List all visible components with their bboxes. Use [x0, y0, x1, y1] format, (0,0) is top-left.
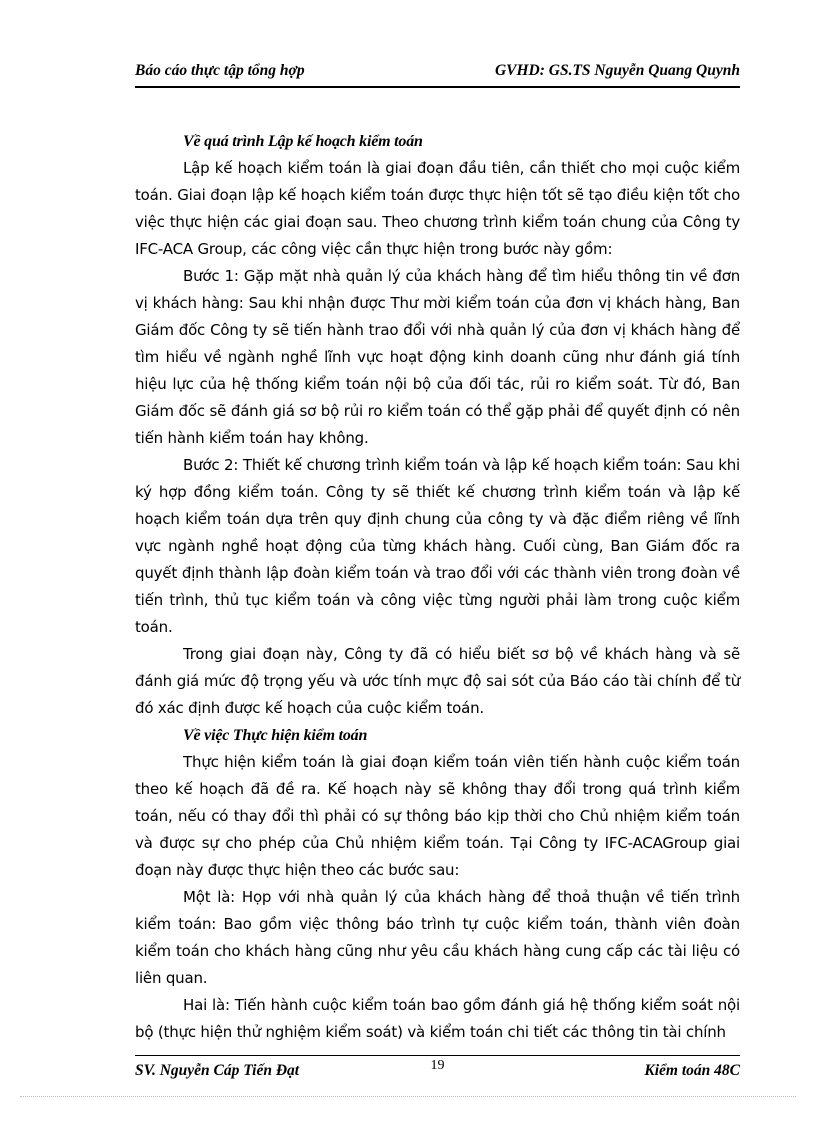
paragraph: Thực hiện kiểm toán là giai đoạn kiểm toán viên tiến hành cuộc kiểm toán theo kế hoạch đã đề ra. Kế hoạch này sẽ không thay đổi trong quá trình kiểm toán, nếu có thay đổi thì phải có sự thông báo kịp thời cho Chủ nhiệm kiểm toán và được sự cho phép của Chủ nhiệm kiểm toán. Tại Công ty IFC-ACAGroup giai đoạn này được thực hiện theo các bước sau:	[135, 753, 740, 879]
paragraph: Trong giai đoạn này, Công ty đã có hiểu biết sơ bộ về khách hàng và sẽ đánh giá mức độ trọng yếu và ước tính mực độ sai sót của Báo cáo tài chính để từ đó xác định được kế hoạch của cuộc kiểm toán.	[135, 645, 740, 717]
footer-class: Kiểm toán 48C	[644, 1062, 740, 1079]
paragraph: Bước 2: Thiết kế chương trình kiểm toán và lập kế hoạch kiểm toán: Sau khi ký hợp đồng kiểm toán. Công ty sẽ thiết kế chương trình kiểm toán và lập kế hoạch kiểm toán dựa trên quy định chung của công ty và đặc điểm riêng về lĩnh vực ngành nghề hoạt động của từng khách hàng. Cuối cùng, Ban Giám đốc ra quyết định thành lập đoàn kiểm toán và trao đổi với các thành viên trong đoàn về tiến trình, thủ tục kiểm toán và công việc từng người phải làm trong cuộc kiểm toán.	[135, 456, 740, 636]
page-header	[135, 62, 740, 88]
header-report-title: Báo cáo thực tập tổng hợp	[135, 62, 305, 79]
footer-student-name: SV. Nguyễn Cáp Tiến Đạt	[135, 1062, 300, 1079]
document-body	[135, 128, 740, 1046]
paragraph: Hai là: Tiến hành cuộc kiểm toán bao gồm đánh giá hệ thống kiểm soát nội bộ (thực hiện thử nghiệm kiểm soát) và kiểm toán chi tiết các thông tin tài chính	[135, 996, 740, 1041]
paragraph: Bước 1: Gặp mặt nhà quản lý của khách hàng để tìm hiểu thông tin về đơn vị khách hàng: Sau khi nhận được Thư mời kiểm toán của đơn vị khách hàng, Ban Giám đốc Công ty sẽ tiến hành trao đổi với nhà quản lý của đơn vị khách hàng để tìm hiểu về ngành nghề lĩnh vực hoạt động kinh doanh cũng như đánh giá tính hiệu lực của hệ thống kiểm toán nội bộ của đối tác, rủi ro kiểm soát. Từ đó, Ban Giám đốc sẽ đánh giá sơ bộ rủi ro kiểm toán có thể gặp phải để quyết định có nên tiến hành kiểm toán hay không.	[135, 267, 740, 447]
page-number: 19	[430, 1058, 445, 1073]
section-heading-execution: Về việc Thực hiện kiểm toán	[183, 727, 368, 744]
section-heading-planning: Về quá trình Lập kế hoạch kiểm toán	[183, 133, 423, 150]
paragraph: Một là: Họp với nhà quản lý của khách hàng để thoả thuận về tiến trình kiểm toán: Bao gồm việc thông báo trình tự cuộc kiểm toán, thành viên đoàn kiểm toán cho khách hàng cũng như yêu cầu khách hàng cung cấp các tài liệu có liên quan.	[135, 888, 740, 987]
page-footer	[135, 1055, 740, 1086]
paragraph: Lập kế hoạch kiểm toán là giai đoạn đầu tiên, cần thiết cho mọi cuộc kiểm toán. Giai đoạn lập kế hoạch kiểm toán được thực hiện tốt sẽ tạo điều kiện tốt cho việc thực hiện các giai đoạn sau. Theo chương trình kiểm toán chung của Công ty IFC-ACA Group, các công việc cần thực hiện trong bước này gồm:	[135, 159, 740, 258]
page-break-divider	[20, 1096, 796, 1097]
header-supervisor: GVHD: GS.TS Nguyễn Quang Quynh	[494, 62, 740, 79]
